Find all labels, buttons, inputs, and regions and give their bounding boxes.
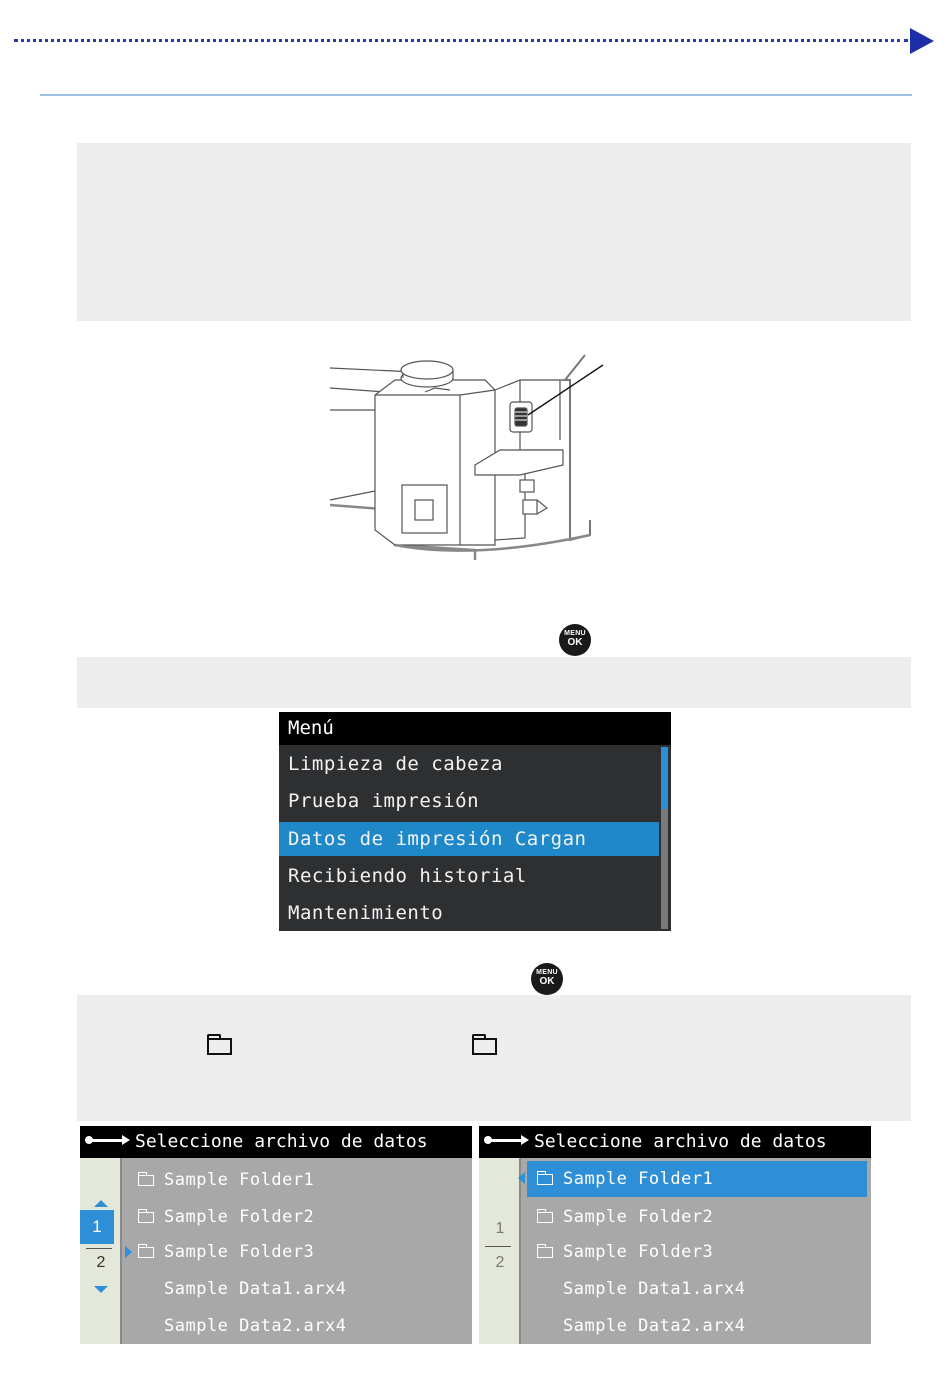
file-row-label: Sample Folder2 xyxy=(164,1207,315,1227)
file-row-label: Sample Folder3 xyxy=(164,1242,315,1262)
lcd-scrollbar-thumb[interactable] xyxy=(661,747,668,809)
next-page-number: 2 xyxy=(96,1254,106,1271)
file-row-data[interactable]: Sample Data2.arx4 xyxy=(164,1316,347,1336)
folder-icon xyxy=(138,1247,154,1258)
file-select-title: Seleccione archivo de datos xyxy=(479,1126,871,1158)
page-down-arrow-icon[interactable] xyxy=(94,1286,108,1293)
menu-ok-ok-label: OK xyxy=(567,637,583,648)
file-row-data[interactable]: Sample Data1.arx4 xyxy=(164,1279,347,1299)
note-panel xyxy=(77,657,911,708)
page-separator xyxy=(485,1246,511,1247)
file-row-label: Sample Folder1 xyxy=(164,1170,315,1190)
lcd-menu-title: Menú xyxy=(279,712,671,745)
menu-ok-menu-label: MENU xyxy=(564,630,586,637)
lcd-menu-item-prueba[interactable]: Prueba impresión xyxy=(288,790,480,812)
file-row-folder-selected[interactable] xyxy=(527,1161,867,1197)
menu-ok-ok-label: OK xyxy=(539,976,555,987)
note-panel xyxy=(77,995,911,1121)
page-separator xyxy=(86,1248,112,1249)
lcd-menu-item-historial[interactable]: Recibiendo historial xyxy=(288,865,527,887)
folder-icon xyxy=(537,1174,553,1185)
file-row-folder[interactable] xyxy=(527,1234,867,1270)
file-row-data[interactable]: Sample Data1.arx4 xyxy=(563,1279,746,1299)
current-page-number: 1 xyxy=(495,1220,505,1237)
lcd-menu-item-datos-selected[interactable]: Datos de impresión Cargan xyxy=(279,822,659,856)
header-dotted-rule xyxy=(14,39,908,42)
folder-icon xyxy=(537,1212,553,1223)
folder-icon xyxy=(138,1175,154,1186)
folder-icon xyxy=(472,1038,497,1055)
file-row-label: Sample Folder2 xyxy=(563,1207,714,1227)
cursor-arrow-icon xyxy=(518,1172,525,1184)
usb-icon xyxy=(88,1139,126,1142)
file-select-screen-left xyxy=(80,1126,472,1344)
folder-icon xyxy=(537,1247,553,1258)
file-select-screen-right xyxy=(479,1126,871,1344)
printer-usb-port-illustration xyxy=(325,350,615,560)
current-page-number: 1 xyxy=(80,1210,114,1244)
menu-ok-button-icon xyxy=(531,963,563,995)
page-indicator-panel xyxy=(80,1158,122,1344)
lcd-menu-item-mantenimiento[interactable]: Mantenimiento xyxy=(288,902,444,924)
file-row-label: Sample Folder3 xyxy=(563,1242,714,1262)
menu-ok-button-icon xyxy=(559,624,591,656)
folder-icon xyxy=(138,1212,154,1223)
file-row-label: Sample Folder1 xyxy=(563,1169,714,1189)
file-row-folder[interactable] xyxy=(527,1199,867,1235)
file-row-folder[interactable] xyxy=(128,1199,468,1235)
lcd-menu-item-limpieza[interactable]: Limpieza de cabeza xyxy=(288,753,503,775)
page-up-arrow-icon[interactable] xyxy=(94,1200,108,1207)
next-page-arrow-icon[interactable] xyxy=(910,28,934,54)
menu-ok-menu-label: MENU xyxy=(536,969,558,976)
folder-icon xyxy=(207,1038,232,1055)
usb-icon xyxy=(487,1139,525,1142)
page-indicator-panel xyxy=(479,1158,521,1344)
note-panel xyxy=(77,143,911,321)
section-rule xyxy=(40,94,912,96)
lcd-menu-screen xyxy=(279,712,671,931)
file-select-title: Seleccione archivo de datos xyxy=(80,1126,472,1158)
next-page-number: 2 xyxy=(495,1254,505,1271)
file-row-folder[interactable] xyxy=(128,1234,468,1270)
file-row-folder[interactable] xyxy=(128,1162,468,1198)
file-row-data[interactable]: Sample Data2.arx4 xyxy=(563,1316,746,1336)
